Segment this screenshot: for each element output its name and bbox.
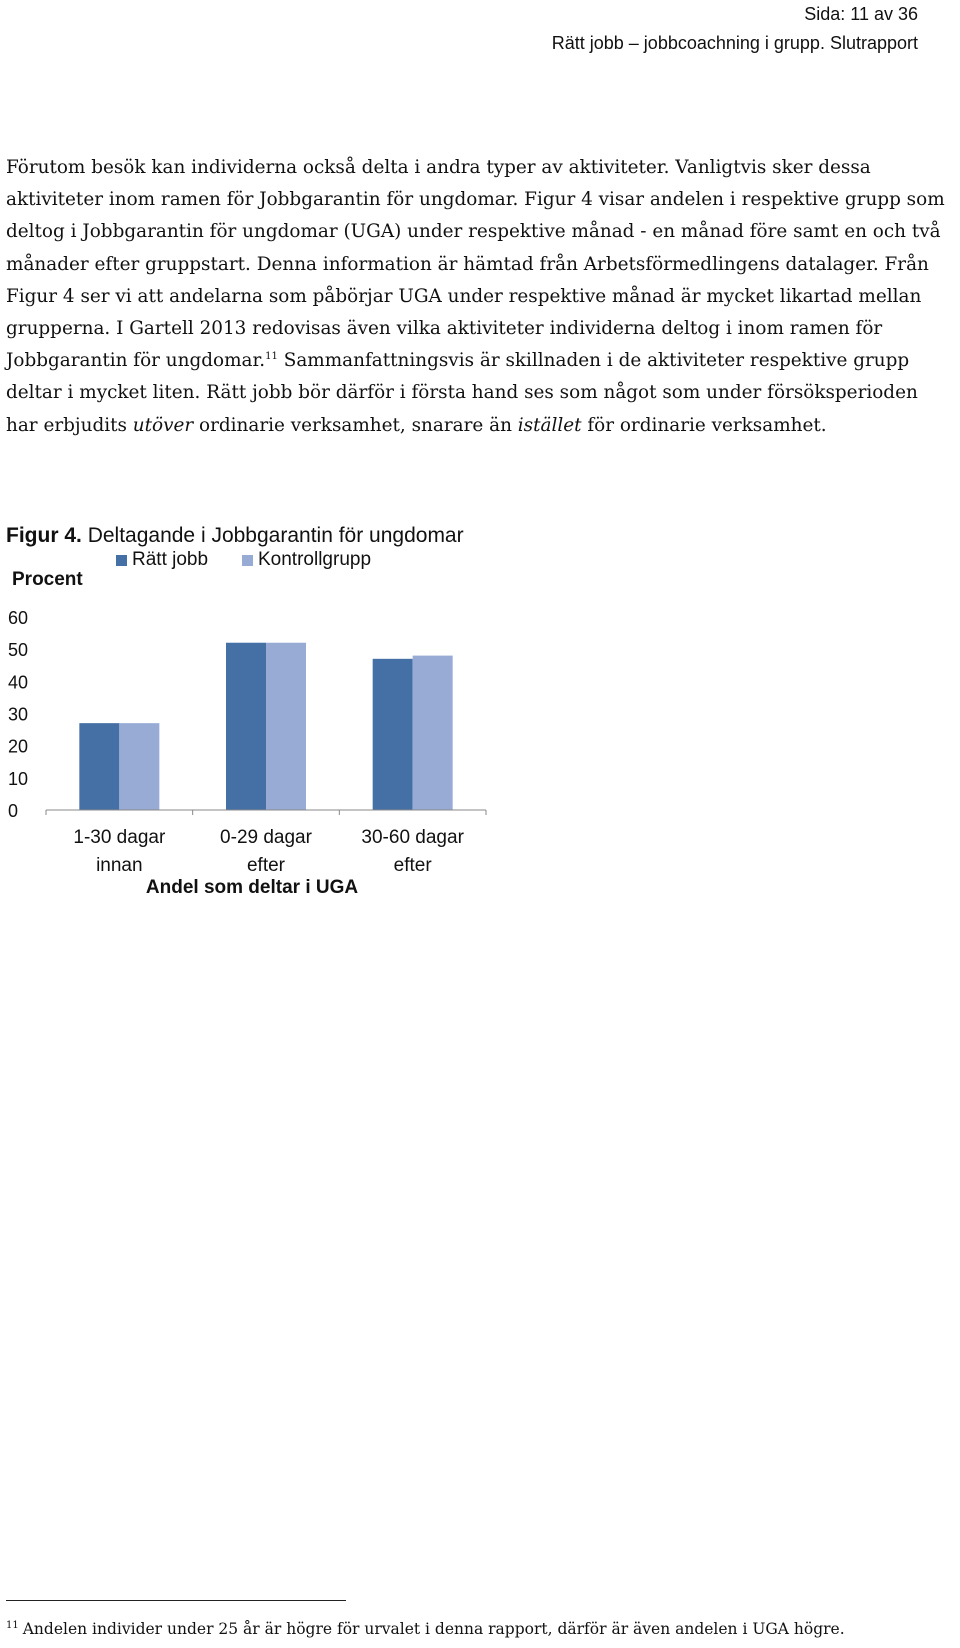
body-paragraph — [6, 152, 951, 442]
bar-kontrollgrupp — [413, 656, 453, 810]
legend-label: Rätt jobb — [132, 549, 209, 570]
footnote — [6, 1620, 845, 1638]
y-tick-label: 60 — [8, 608, 29, 628]
body-text-2: Sammanfattningsvis är skillnaden i de aktiviteter respektive grupp deltar i mycket liten. Rätt jobb bör därför i första hand ses som något som under försöksperioden har erbjudits — [6, 350, 918, 436]
bar-ratt-jobb — [79, 723, 119, 810]
page-number: Sida: 11 av 36 — [804, 4, 918, 24]
y-tick-label: 0 — [8, 801, 19, 821]
figure-caption — [6, 524, 464, 548]
x-tick-label: 30-60 dagar — [361, 827, 464, 848]
x-tick-label: efter — [246, 855, 286, 876]
bar-kontrollgrupp — [119, 723, 159, 810]
y-axis-title: Procent — [12, 569, 83, 590]
figure-title: Deltagande i Jobbgarantin för ungdomar — [87, 524, 464, 547]
figure-label: Figur 4. — [6, 524, 82, 547]
x-tick-label: efter — [393, 855, 432, 876]
footnote-text: Andelen individer under 25 år är högre för urvalet i denna rapport, därför är även andelen i UGA högre. — [22, 1620, 845, 1639]
body-text-1: Förutom besök kan individerna också delta i andra typer av aktiviteter. Vanligtvis sker dessa aktiviteter inom ramen för Jobbgarantin för ungdomar. Figur 4 visar andelen i respektive grupp som deltog i Jobbgarantin för ungdomar (UGA) under respektive månad - en månad före samt en och två månader efter gruppstart. Denna information är hämtad från Arbetsförmedlingens datalager. Från Figur 4 ser vi att andelarna som påbörjar UGA under respektive månad är mycket likartad mellan grupperna. I Gartell 2013 redovisas även vilka aktiviteter individerna deltog i inom ramen för Jobbgarantin för ungdomar. — [6, 157, 945, 372]
y-tick-label: 20 — [8, 736, 29, 757]
y-tick-label: 40 — [8, 672, 29, 693]
report-title: Rätt jobb – jobbcoachning i grupp. Slutrapport — [551, 33, 918, 53]
bar-kontrollgrupp — [266, 643, 306, 810]
page-header — [552, 0, 918, 58]
y-tick-label: 50 — [8, 640, 29, 661]
x-axis-title: Andel som deltar i UGA — [145, 877, 359, 898]
body-text-4: för ordinarie verksamhet. — [581, 414, 827, 436]
bar-ratt-jobb — [373, 659, 413, 810]
y-tick-label: 10 — [8, 768, 29, 789]
emphasis-istallet: istället — [517, 414, 582, 436]
emphasis-utover: utöver — [132, 414, 194, 436]
footnote-divider — [6, 1600, 346, 1601]
bar-chart — [0, 549, 520, 940]
legend-swatch — [242, 555, 253, 566]
legend-label: Kontrollgrupp — [258, 549, 372, 570]
body-text-3: ordinarie verksamhet, snarare än — [193, 414, 518, 436]
bar-ratt-jobb — [226, 643, 266, 810]
footnote-reference[interactable]: 11 — [265, 351, 278, 363]
x-tick-label: 1-30 dagar — [73, 827, 166, 848]
x-tick-label: innan — [96, 855, 143, 876]
x-tick-label: 0-29 dagar — [220, 827, 312, 848]
y-tick-label: 30 — [8, 704, 29, 725]
legend-swatch — [116, 555, 127, 566]
footnote-number: 11 — [6, 1620, 19, 1631]
